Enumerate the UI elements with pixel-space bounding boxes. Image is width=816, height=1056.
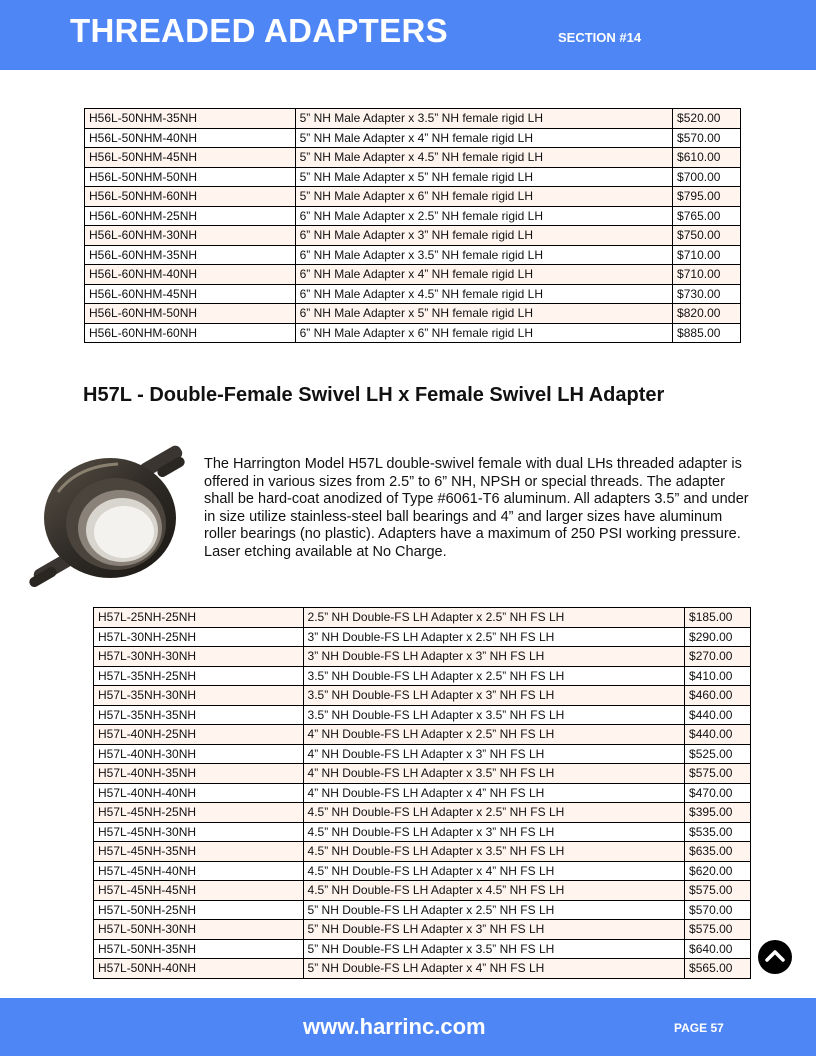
table-row — [94, 666, 751, 686]
part-number-cell: H56L-50NHM-45NH — [85, 148, 296, 168]
price-cell: $440.00 — [685, 705, 751, 725]
product-description: The Harrington Model H57L double-swivel female with dual LHs threaded adapter is offered in various sizes from 2.5” to 6” NH, NPSH or special threads. The adapter shall be hard-coat anodized of Type #6061-T6 aluminum. All adapters 3.5” and under in size utilize stainless-steel ball bearings and 4” and larger sizes have aluminum roller bearings (no plastic). Adapters have a maximum of 250 PSI working pressure. Laser etching available at No Charge. — [204, 456, 749, 560]
price-cell: $395.00 — [685, 803, 751, 823]
price-cell: $640.00 — [685, 939, 751, 959]
description-cell: 3.5” NH Double-FS LH Adapter x 3.5” NH FS LH — [303, 705, 685, 725]
table-row — [85, 265, 741, 285]
table-row — [85, 245, 741, 265]
table-row — [85, 128, 741, 148]
price-cell: $290.00 — [685, 627, 751, 647]
table-row — [94, 608, 751, 628]
description-cell: 6” NH Male Adapter x 4” NH female rigid LH — [295, 265, 672, 285]
table-row — [85, 323, 741, 343]
part-number-cell: H56L-60NHM-30NH — [85, 226, 296, 246]
description-cell: 4” NH Double-FS LH Adapter x 2.5” NH FS LH — [303, 725, 685, 745]
h57l-adapter-photo — [18, 432, 198, 602]
part-number-cell: H56L-60NHM-60NH — [85, 323, 296, 343]
table-row — [94, 627, 751, 647]
part-number-cell: H57L-40NH-25NH — [94, 725, 304, 745]
table-row — [85, 167, 741, 187]
price-cell: $710.00 — [673, 245, 741, 265]
description-cell: 5” NH Male Adapter x 3.5” NH female rigid LH — [295, 109, 672, 129]
table-row — [94, 647, 751, 667]
description-cell: 6” NH Male Adapter x 5” NH female rigid LH — [295, 304, 672, 324]
part-number-cell: H56L-60NHM-50NH — [85, 304, 296, 324]
part-number-cell: H56L-50NHM-60NH — [85, 187, 296, 207]
price-cell: $635.00 — [685, 842, 751, 862]
description-cell: 2.5” NH Double-FS LH Adapter x 2.5” NH FS LH — [303, 608, 685, 628]
description-cell: 3.5” NH Double-FS LH Adapter x 3” NH FS LH — [303, 686, 685, 706]
part-number-cell: H57L-45NH-25NH — [94, 803, 304, 823]
part-number-cell: H56L-50NHM-50NH — [85, 167, 296, 187]
part-number-cell: H57L-25NH-25NH — [94, 608, 304, 628]
section-number: SECTION #14 — [558, 30, 642, 45]
part-number-cell: H56L-50NHM-40NH — [85, 128, 296, 148]
table-row — [94, 920, 751, 940]
price-cell: $620.00 — [685, 861, 751, 881]
table-row — [85, 206, 741, 226]
description-cell: 5” NH Male Adapter x 4” NH female rigid LH — [295, 128, 672, 148]
part-number-cell: H57L-40NH-35NH — [94, 764, 304, 784]
table-row — [94, 705, 751, 725]
part-number-cell: H57L-45NH-35NH — [94, 842, 304, 862]
table-row — [94, 725, 751, 745]
description-cell: 3” NH Double-FS LH Adapter x 2.5” NH FS LH — [303, 627, 685, 647]
price-cell: $575.00 — [685, 764, 751, 784]
table-row — [85, 148, 741, 168]
table-row — [94, 803, 751, 823]
description-cell: 5” NH Double-FS LH Adapter x 2.5” NH FS LH — [303, 900, 685, 920]
description-cell: 5” NH Double-FS LH Adapter x 4” NH FS LH — [303, 959, 685, 979]
part-number-cell: H57L-40NH-30NH — [94, 744, 304, 764]
part-number-cell: H57L-35NH-30NH — [94, 686, 304, 706]
description-cell: 5” NH Male Adapter x 6” NH female rigid LH — [295, 187, 672, 207]
page-header — [0, 0, 816, 70]
part-number-cell: H56L-50NHM-35NH — [85, 109, 296, 129]
price-cell: $570.00 — [685, 900, 751, 920]
table-row — [94, 959, 751, 979]
price-cell: $575.00 — [685, 881, 751, 901]
description-cell: 3.5” NH Double-FS LH Adapter x 2.5” NH FS LH — [303, 666, 685, 686]
description-cell: 6” NH Male Adapter x 2.5” NH female rigid LH — [295, 206, 672, 226]
part-number-cell: H56L-60NHM-25NH — [85, 206, 296, 226]
price-cell: $410.00 — [685, 666, 751, 686]
price-cell: $610.00 — [673, 148, 741, 168]
price-cell: $440.00 — [685, 725, 751, 745]
description-cell: 4.5” NH Double-FS LH Adapter x 3” NH FS LH — [303, 822, 685, 842]
price-cell: $525.00 — [685, 744, 751, 764]
table-row — [85, 109, 741, 129]
description-cell: 5” NH Male Adapter x 4.5” NH female rigid LH — [295, 148, 672, 168]
page-number: PAGE 57 — [674, 1021, 724, 1035]
table-row — [94, 842, 751, 862]
part-number-cell: H56L-60NHM-45NH — [85, 284, 296, 304]
table-row — [85, 304, 741, 324]
price-cell: $535.00 — [685, 822, 751, 842]
price-cell: $710.00 — [673, 265, 741, 285]
price-cell: $575.00 — [685, 920, 751, 940]
description-cell: 6” NH Male Adapter x 3.5” NH female rigid LH — [295, 245, 672, 265]
description-cell: 4” NH Double-FS LH Adapter x 3.5” NH FS LH — [303, 764, 685, 784]
table-row — [94, 900, 751, 920]
description-cell: 6” NH Male Adapter x 4.5” NH female rigid LH — [295, 284, 672, 304]
table-row — [94, 861, 751, 881]
table-row — [94, 939, 751, 959]
part-number-cell: H57L-45NH-45NH — [94, 881, 304, 901]
table-row — [94, 744, 751, 764]
description-cell: 5” NH Double-FS LH Adapter x 3” NH FS LH — [303, 920, 685, 940]
description-cell: 4.5” NH Double-FS LH Adapter x 2.5” NH FS LH — [303, 803, 685, 823]
price-cell: $270.00 — [685, 647, 751, 667]
part-number-cell: H57L-45NH-40NH — [94, 861, 304, 881]
h57l-price-table — [93, 607, 751, 979]
part-number-cell: H57L-50NH-40NH — [94, 959, 304, 979]
part-number-cell: H56L-60NHM-35NH — [85, 245, 296, 265]
price-cell: $185.00 — [685, 608, 751, 628]
page-title: THREADED ADAPTERS — [70, 12, 448, 49]
description-cell: 4.5” NH Double-FS LH Adapter x 4.5” NH FS LH — [303, 881, 685, 901]
price-cell: $730.00 — [673, 284, 741, 304]
price-cell: $570.00 — [673, 128, 741, 148]
part-number-cell: H57L-45NH-30NH — [94, 822, 304, 842]
description-cell: 4.5” NH Double-FS LH Adapter x 3.5” NH FS LH — [303, 842, 685, 862]
part-number-cell: H56L-60NHM-40NH — [85, 265, 296, 285]
table-row — [85, 226, 741, 246]
description-cell: 4” NH Double-FS LH Adapter x 4” NH FS LH — [303, 783, 685, 803]
price-cell: $470.00 — [685, 783, 751, 803]
description-cell: 4” NH Double-FS LH Adapter x 3” NH FS LH — [303, 744, 685, 764]
price-cell: $460.00 — [685, 686, 751, 706]
section-heading: H57L - Double-Female Swivel LH x Female Swivel LH Adapter — [83, 384, 665, 406]
description-cell: 5” NH Double-FS LH Adapter x 3.5” NH FS LH — [303, 939, 685, 959]
price-cell: $750.00 — [673, 226, 741, 246]
price-cell: $700.00 — [673, 167, 741, 187]
part-number-cell: H57L-30NH-30NH — [94, 647, 304, 667]
part-number-cell: H57L-40NH-40NH — [94, 783, 304, 803]
description-cell: 3” NH Double-FS LH Adapter x 3” NH FS LH — [303, 647, 685, 667]
price-cell: $565.00 — [685, 959, 751, 979]
description-cell: 6” NH Male Adapter x 3” NH female rigid LH — [295, 226, 672, 246]
part-number-cell: H57L-50NH-30NH — [94, 920, 304, 940]
part-number-cell: H57L-35NH-25NH — [94, 666, 304, 686]
description-cell: 6” NH Male Adapter x 6” NH female rigid LH — [295, 323, 672, 343]
back-to-top-button[interactable] — [758, 940, 792, 974]
website-link[interactable]: www.harrinc.com — [303, 1014, 486, 1039]
table-row — [94, 764, 751, 784]
table-row — [85, 187, 741, 207]
price-cell: $520.00 — [673, 109, 741, 129]
price-cell: $795.00 — [673, 187, 741, 207]
price-cell: $885.00 — [673, 323, 741, 343]
table-row — [94, 881, 751, 901]
chevron-up-icon — [758, 940, 792, 974]
description-cell: 5” NH Male Adapter x 5” NH female rigid LH — [295, 167, 672, 187]
table-row — [94, 822, 751, 842]
price-cell: $820.00 — [673, 304, 741, 324]
part-number-cell: H57L-50NH-25NH — [94, 900, 304, 920]
part-number-cell: H57L-35NH-35NH — [94, 705, 304, 725]
part-number-cell: H57L-50NH-35NH — [94, 939, 304, 959]
price-cell: $765.00 — [673, 206, 741, 226]
page-footer — [0, 998, 816, 1056]
table-row — [85, 284, 741, 304]
table-row — [94, 686, 751, 706]
description-cell: 4.5” NH Double-FS LH Adapter x 4” NH FS LH — [303, 861, 685, 881]
h56l-price-table — [84, 108, 741, 343]
table-row — [94, 783, 751, 803]
part-number-cell: H57L-30NH-25NH — [94, 627, 304, 647]
